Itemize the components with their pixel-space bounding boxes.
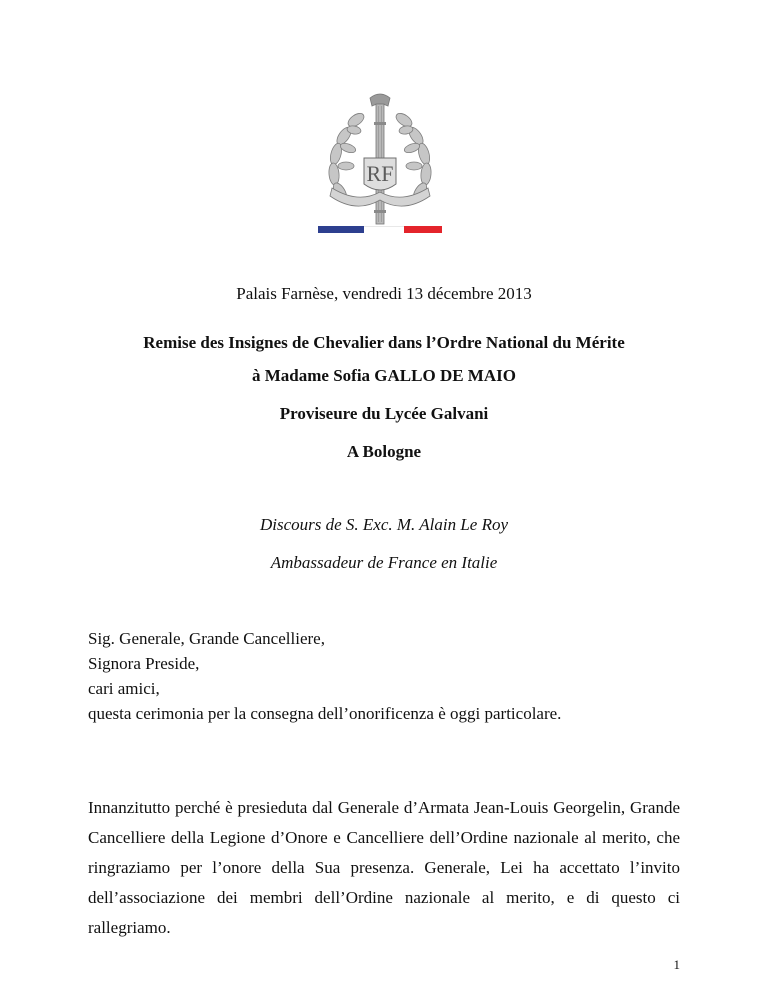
- flag-band-red: [404, 226, 442, 233]
- salutation-line: questa cerimonia per la consegna dell’onorificenza è oggi particolare.: [88, 704, 562, 723]
- tricolor-flag-bar: [318, 226, 442, 233]
- recipient-role: Proviseure du Lycée Galvani: [279, 404, 489, 423]
- salutation-line: Signora Preside,: [88, 654, 200, 673]
- body-paragraph: Innanzitutto perché è presieduta dal Generale d’Armata Jean-Louis Georgelin, Grande Cancelliere della Legione d’Onore e Cancelliere dell’Ordine nazionale al merito, che ringraziamo per l’onore della Sua presenza. Generale, Lei ha accettato l’invito dell’associazione dei membri dell’Ordine nazionale al merito, e di questo ci rallegriamo.: [88, 798, 680, 937]
- salutation-block: [88, 626, 680, 726]
- ceremony-title-line2: à Madame Sofia GALLO DE MAIO: [252, 366, 516, 385]
- salutation-line: Sig. Generale, Grande Cancelliere,: [88, 629, 325, 648]
- flag-band-blue: [318, 226, 364, 233]
- recipient-city: A Bologne: [346, 442, 422, 461]
- flag-band-white: [364, 226, 404, 233]
- speech-by: Discours de S. Exc. M. Alain Le Roy: [259, 515, 509, 534]
- salutation-line: cari amici,: [88, 679, 160, 698]
- page-number: 1: [673, 957, 680, 972]
- french-republic-emblem-icon: [318, 92, 442, 236]
- ceremony-title-line1: Remise des Insignes de Chevalier dans l’Ordre National du Mérite: [143, 333, 625, 352]
- svg-text:RF: RF: [366, 161, 394, 186]
- place-date: Palais Farnèse, vendredi 13 décembre 2013: [236, 284, 532, 303]
- speaker-title: Ambassadeur de France en Italie: [270, 553, 498, 572]
